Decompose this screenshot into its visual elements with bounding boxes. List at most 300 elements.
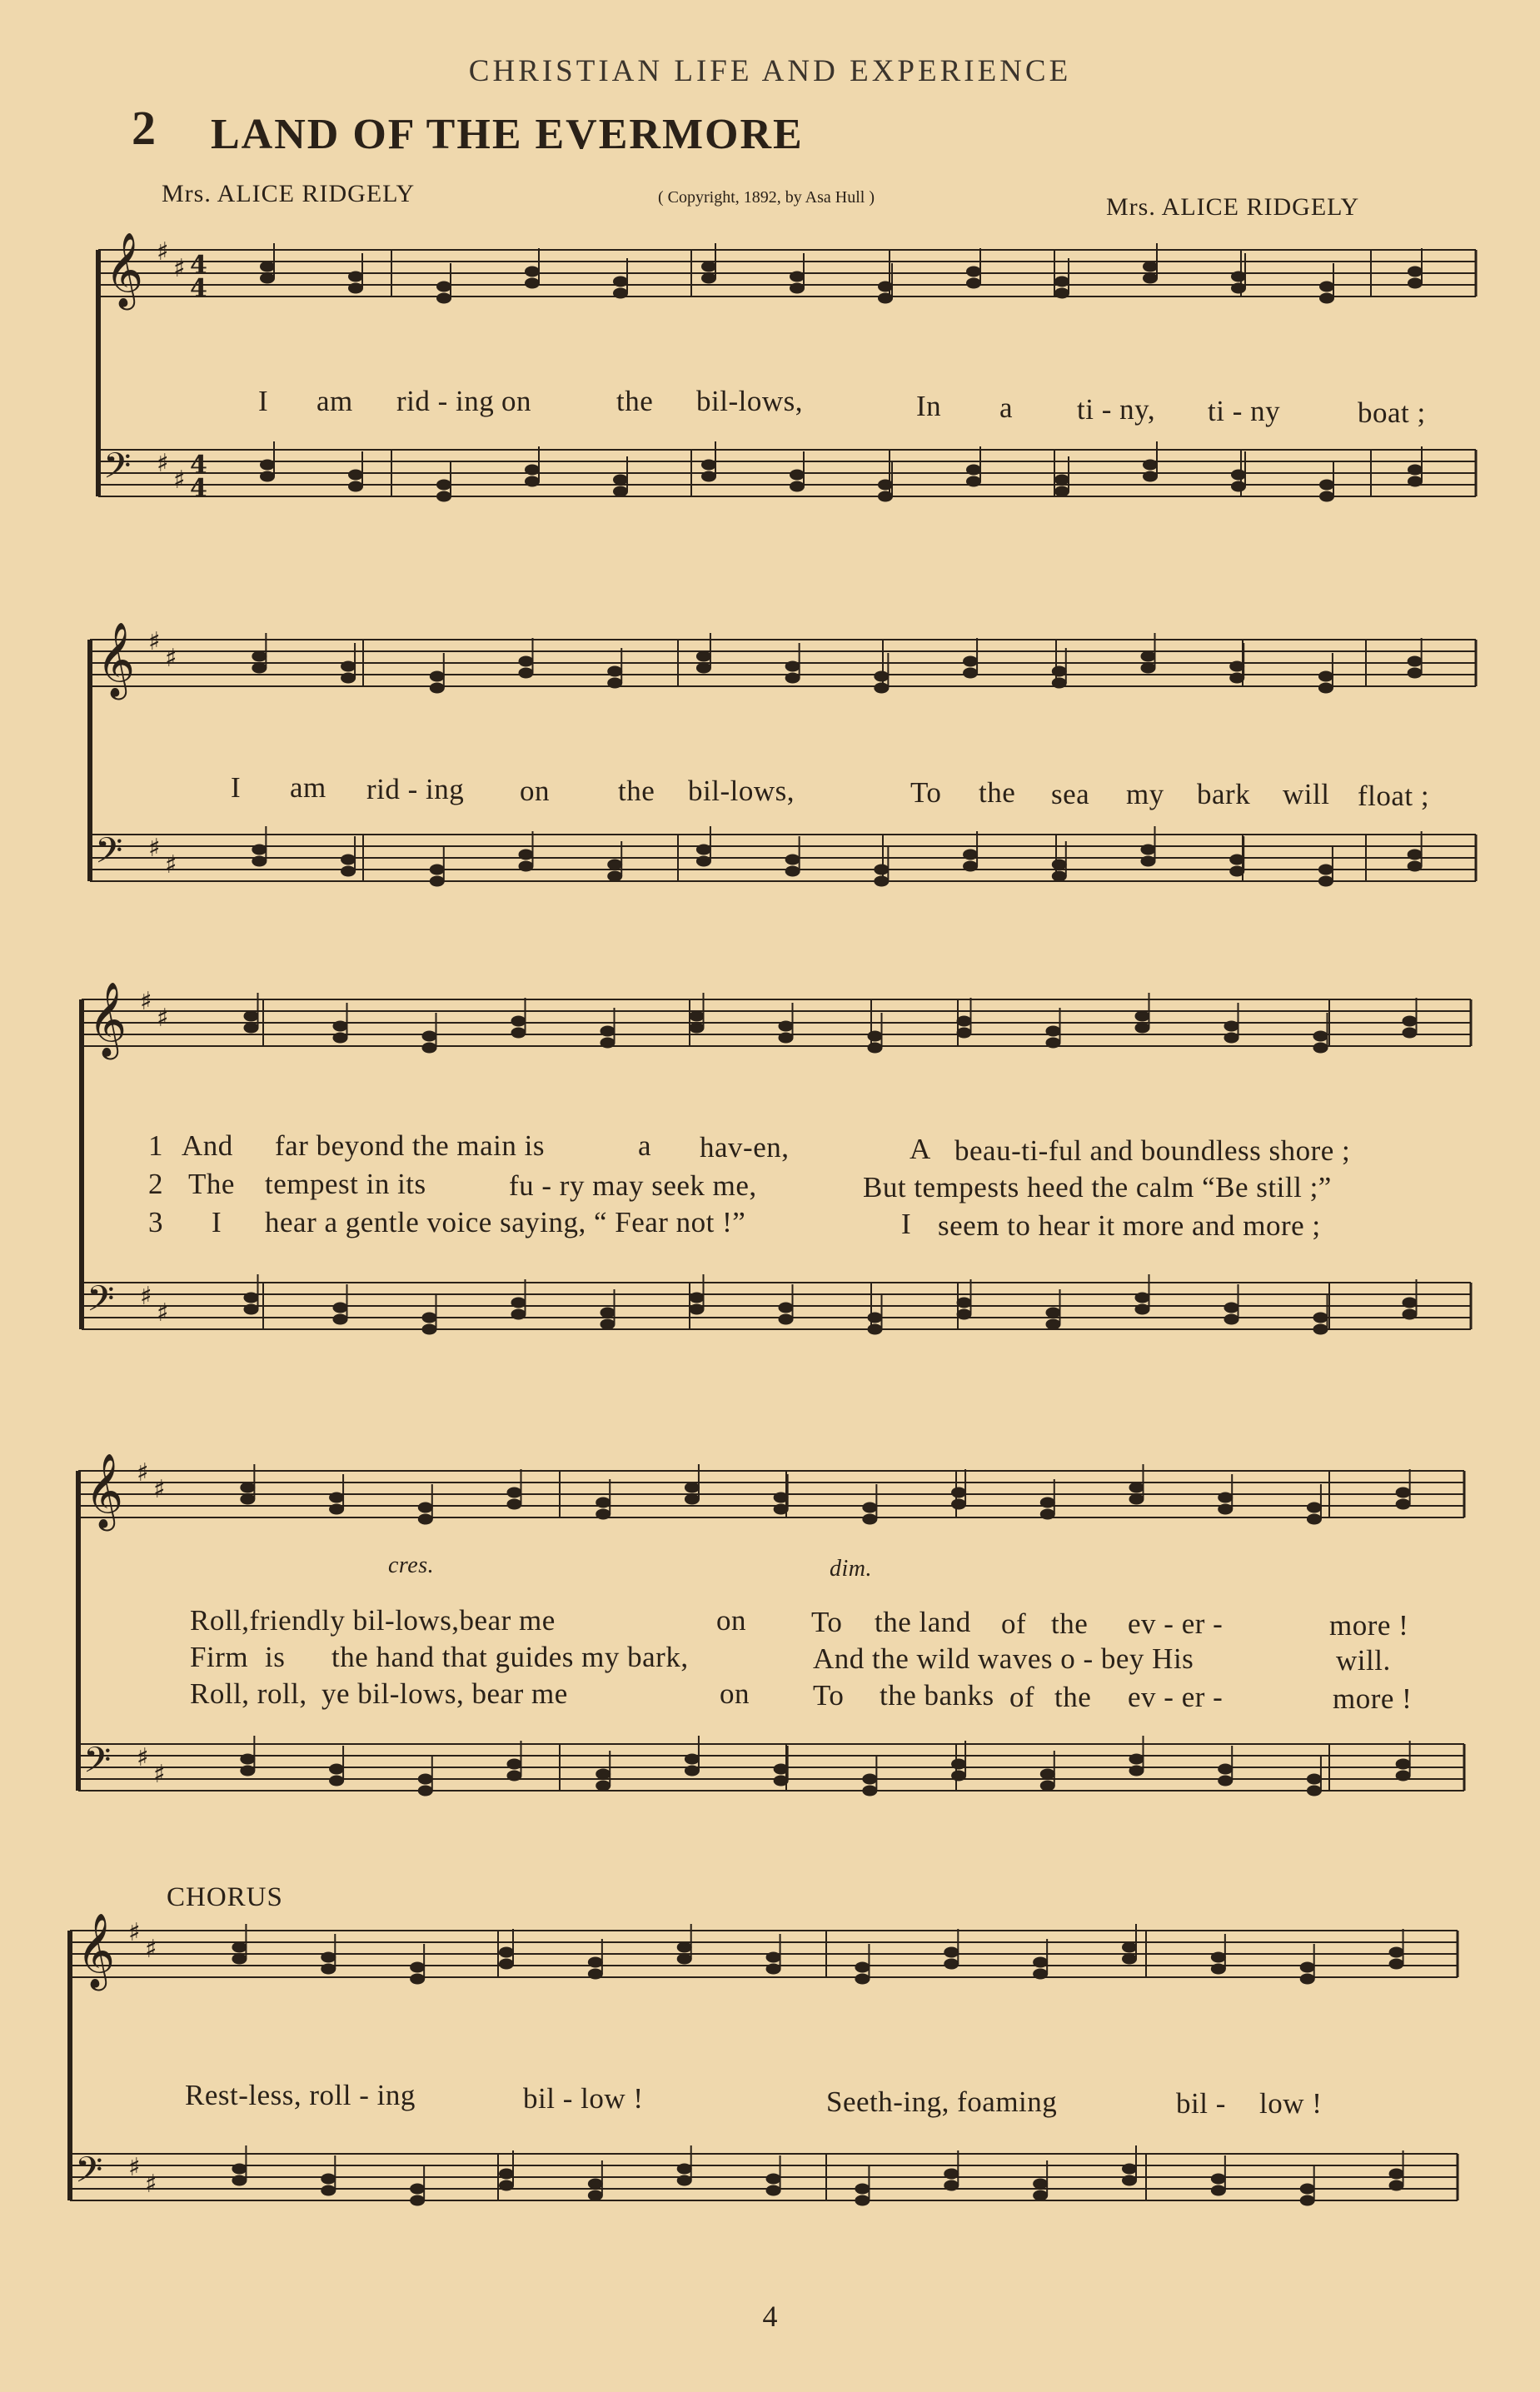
- lyric-syllable: A: [910, 1133, 931, 1165]
- note-head: [1408, 278, 1423, 289]
- lyric-syllable: rid - ing: [366, 773, 465, 805]
- note-head: [422, 1313, 437, 1323]
- note-head: [321, 1952, 336, 1963]
- note-head: [874, 865, 889, 875]
- note-head: [855, 1974, 870, 1985]
- lyric-syllable: of: [1001, 1607, 1027, 1640]
- note-head: [790, 283, 805, 294]
- note-head: [1318, 671, 1333, 682]
- note-head: [766, 2174, 781, 2185]
- lyric-syllable: boat ;: [1358, 396, 1426, 429]
- note-head: [701, 460, 716, 471]
- note-head: [878, 293, 893, 304]
- key-sharp-icon: ♯: [157, 237, 169, 267]
- note-head: [1318, 683, 1333, 694]
- note-head: [1229, 866, 1244, 877]
- lyric-syllable: my: [1126, 778, 1164, 810]
- note-head: [422, 1324, 437, 1335]
- note-head: [418, 1774, 433, 1785]
- note-head: [785, 661, 800, 672]
- note-head: [1307, 1774, 1322, 1785]
- note-head: [677, 1942, 692, 1953]
- key-sharp-icon: ♯: [145, 1935, 157, 1964]
- note-head: [607, 678, 622, 689]
- note-head: [1231, 470, 1246, 481]
- note-head: [696, 845, 711, 855]
- note-head: [1218, 1764, 1233, 1775]
- lyric-syllable: low !: [1259, 2087, 1323, 2120]
- note-head: [507, 1759, 522, 1770]
- note-head: [436, 293, 451, 304]
- note-head: [499, 2169, 514, 2180]
- note-head: [1040, 1769, 1055, 1780]
- note-head: [1231, 481, 1246, 492]
- lyric-syllable: ye bil-lows, bear me: [321, 1677, 568, 1710]
- note-head: [436, 282, 451, 292]
- lyric-syllable: To: [811, 1606, 843, 1638]
- lyric-syllable: bil - low !: [523, 2082, 644, 2115]
- lyric-syllable: will: [1283, 778, 1330, 810]
- note-head: [418, 1786, 433, 1796]
- note-head: [774, 1764, 789, 1775]
- lyric-syllable: To: [813, 1679, 845, 1712]
- note-head: [944, 2169, 959, 2180]
- note-head: [613, 277, 628, 287]
- note-head: [1224, 1033, 1239, 1044]
- note-head: [607, 666, 622, 677]
- note-head: [685, 1483, 700, 1493]
- note-head: [341, 866, 356, 877]
- note-head: [1135, 1011, 1150, 1022]
- lyric-syllable: rid - ing: [396, 385, 495, 417]
- note-head: [944, 2180, 959, 2191]
- note-head: [951, 1488, 966, 1498]
- note-head: [418, 1514, 433, 1525]
- note-head: [790, 470, 805, 481]
- note-head: [1135, 1023, 1150, 1034]
- note-head: [868, 1324, 883, 1335]
- note-head: [1229, 855, 1244, 865]
- lyric-syllable: far beyond the main is: [275, 1129, 545, 1162]
- note-head: [1143, 262, 1158, 272]
- note-head: [1040, 1509, 1055, 1520]
- key-sharp-icon: ♯: [148, 627, 161, 656]
- note-head: [1211, 1964, 1226, 1975]
- note-head: [878, 282, 893, 292]
- note-head: [690, 1011, 705, 1022]
- key-sharp-icon: ♯: [145, 2170, 157, 2199]
- note-head: [511, 1298, 526, 1308]
- note-head: [1396, 1771, 1411, 1782]
- lyric-syllable: am: [290, 771, 326, 804]
- lyric-syllable: ti - ny: [1208, 395, 1281, 427]
- note-head: [1408, 656, 1423, 667]
- note-head: [333, 1033, 348, 1044]
- note-head: [588, 2179, 603, 2190]
- note-head: [507, 1488, 522, 1498]
- lyric-syllable: on: [520, 775, 550, 807]
- hymn-title: LAND OF THE EVERMORE: [211, 111, 804, 158]
- note-head: [613, 475, 628, 486]
- note-head: [1033, 2190, 1048, 2201]
- lyric-syllable: Firm: [190, 1641, 249, 1673]
- note-head: [418, 1502, 433, 1513]
- note-head: [436, 491, 451, 502]
- note-head: [341, 661, 356, 672]
- time-signature-numerator: 4: [190, 251, 207, 280]
- note-head: [1229, 661, 1244, 672]
- note-head: [774, 1776, 789, 1787]
- key-sharp-icon: ♯: [137, 1458, 149, 1488]
- note-head: [1211, 1952, 1226, 1963]
- bass-clef-icon: 𝄢: [87, 1278, 115, 1328]
- note-head: [1122, 1954, 1137, 1965]
- note-head: [963, 850, 978, 860]
- note-head: [790, 272, 805, 282]
- note-head: [596, 1781, 611, 1792]
- key-sharp-icon: ♯: [140, 1282, 152, 1311]
- note-head: [1033, 2179, 1048, 2190]
- note-head: [690, 1304, 705, 1315]
- note-head: [1143, 273, 1158, 284]
- key-sharp-icon: ♯: [157, 449, 169, 478]
- lyric-syllable: I: [231, 771, 242, 804]
- note-head: [507, 1499, 522, 1510]
- note-head: [252, 856, 267, 867]
- note-head: [1211, 2185, 1226, 2196]
- note-head: [957, 1028, 972, 1039]
- note-head: [677, 2164, 692, 2175]
- note-head: [1218, 1493, 1233, 1503]
- note-head: [1122, 2175, 1137, 2186]
- note-head: [766, 1952, 781, 1963]
- note-head: [1403, 1028, 1418, 1039]
- lyric-syllable: bark: [1197, 778, 1251, 810]
- lyric-syllable: the land: [875, 1606, 971, 1638]
- lyric-syllable: a: [638, 1129, 652, 1162]
- note-head: [774, 1493, 789, 1503]
- key-sharp-icon: ♯: [165, 850, 177, 880]
- note-head: [1122, 1942, 1137, 1953]
- key-sharp-icon: ♯: [153, 1475, 166, 1504]
- note-head: [1307, 1502, 1322, 1513]
- note-head: [1046, 1038, 1061, 1049]
- note-head: [1319, 282, 1334, 292]
- note-head: [588, 1969, 603, 1980]
- lyric-syllable: sea: [1051, 778, 1090, 810]
- note-head: [525, 267, 540, 277]
- note-head: [410, 2195, 425, 2206]
- note-head: [430, 671, 445, 682]
- note-head: [963, 861, 978, 872]
- lyric-syllable: ti - ny,: [1077, 393, 1156, 426]
- note-head: [862, 1514, 877, 1525]
- note-head: [1054, 475, 1069, 486]
- lyric-syllable: will.: [1336, 1644, 1391, 1677]
- lyric-syllable: the banks: [880, 1679, 994, 1712]
- note-head: [944, 1959, 959, 1970]
- lyric-syllable: beau-ti-ful and boundless shore ;: [954, 1134, 1351, 1167]
- note-head: [1408, 668, 1423, 679]
- lyric-syllable: hear a gentle voice saying, “ Fear not !”: [265, 1206, 746, 1238]
- lyric-syllable: hav-en,: [700, 1131, 790, 1164]
- note-head: [685, 1494, 700, 1505]
- verse-number: 1: [148, 1129, 163, 1162]
- note-head: [333, 1314, 348, 1325]
- note-head: [1403, 1298, 1418, 1308]
- note-head: [1054, 288, 1069, 299]
- lyric-syllable: float ;: [1358, 780, 1430, 812]
- note-head: [410, 1974, 425, 1985]
- note-head: [341, 855, 356, 865]
- note-head: [1300, 2184, 1315, 2195]
- note-head: [1389, 2180, 1404, 2191]
- note-head: [690, 1023, 705, 1034]
- note-head: [1129, 1494, 1144, 1505]
- note-head: [779, 1021, 794, 1032]
- note-head: [588, 2190, 603, 2201]
- note-head: [1040, 1497, 1055, 1508]
- note-head: [874, 671, 889, 682]
- key-sharp-icon: ♯: [157, 1004, 169, 1033]
- lyric-syllable: of: [1009, 1681, 1035, 1713]
- note-head: [1224, 1303, 1239, 1313]
- note-head: [1403, 1016, 1418, 1027]
- note-head: [1408, 861, 1423, 872]
- time-signature-numerator: 4: [190, 451, 207, 480]
- note-head: [785, 855, 800, 865]
- note-head: [348, 481, 363, 492]
- note-head: [1141, 856, 1156, 867]
- note-head: [1052, 871, 1067, 882]
- page-number: 4: [762, 2300, 778, 2333]
- note-head: [260, 273, 275, 284]
- note-head: [607, 860, 622, 870]
- note-head: [862, 1774, 877, 1785]
- note-head: [862, 1786, 877, 1796]
- note-head: [1224, 1314, 1239, 1325]
- lyric-syllable: tempest in its: [265, 1168, 426, 1200]
- lyric-syllable: I: [901, 1208, 912, 1240]
- note-head: [701, 471, 716, 482]
- note-head: [1300, 1974, 1315, 1985]
- key-sharp-icon: ♯: [153, 1760, 166, 1789]
- note-head: [1135, 1304, 1150, 1315]
- note-head: [596, 1769, 611, 1780]
- treble-clef-icon: 𝄞: [88, 982, 127, 1057]
- dynamic-crescendo: cres.: [388, 1552, 435, 1578]
- note-head: [410, 1962, 425, 1973]
- note-head: [1122, 2164, 1137, 2175]
- note-head: [1046, 1026, 1061, 1037]
- note-head: [601, 1026, 616, 1037]
- verse-number: 3: [148, 1206, 163, 1238]
- note-head: [878, 480, 893, 491]
- note-head: [244, 1011, 259, 1022]
- note-head: [963, 656, 978, 667]
- note-head: [232, 1954, 247, 1965]
- lyric-syllable: ev - er -: [1128, 1607, 1224, 1640]
- lyric-syllable: on: [716, 1604, 746, 1637]
- lyric-syllable: a: [999, 391, 1014, 424]
- note-head: [1033, 1969, 1048, 1980]
- note-head: [685, 1754, 700, 1765]
- note-head: [785, 866, 800, 877]
- lyric-syllable: more !: [1333, 1682, 1413, 1715]
- key-sharp-icon: ♯: [128, 2153, 141, 2182]
- note-head: [507, 1771, 522, 1782]
- note-head: [1141, 651, 1156, 662]
- note-head: [677, 2175, 692, 2186]
- note-head: [252, 663, 267, 674]
- note-head: [701, 262, 716, 272]
- note-head: [1218, 1504, 1233, 1515]
- note-head: [601, 1319, 616, 1330]
- note-head: [779, 1314, 794, 1325]
- note-head: [525, 278, 540, 289]
- note-head: [613, 486, 628, 497]
- note-head: [596, 1497, 611, 1508]
- lyric-syllable: Roll,friendly bil-lows,bear me: [190, 1604, 556, 1637]
- note-head: [1313, 1324, 1328, 1335]
- note-head: [1313, 1313, 1328, 1323]
- note-head: [511, 1309, 526, 1320]
- note-head: [855, 1962, 870, 1973]
- note-head: [868, 1031, 883, 1042]
- note-head: [240, 1766, 255, 1777]
- note-head: [1231, 283, 1246, 294]
- note-head: [779, 1303, 794, 1313]
- note-head: [333, 1303, 348, 1313]
- note-head: [260, 262, 275, 272]
- verse-number: 2: [148, 1168, 163, 1200]
- composer-credit: Mrs. ALICE RIDGELY: [1106, 193, 1360, 221]
- note-head: [1319, 480, 1334, 491]
- treble-clef-icon: 𝄞: [105, 232, 144, 307]
- lyric-syllable: the: [1054, 1681, 1092, 1713]
- note-head: [1319, 293, 1334, 304]
- note-head: [519, 861, 534, 872]
- note-head: [260, 460, 275, 471]
- note-head: [232, 2164, 247, 2175]
- note-head: [878, 491, 893, 502]
- lyric-syllable: the: [618, 775, 655, 807]
- note-head: [966, 465, 981, 476]
- note-head: [957, 1298, 972, 1308]
- note-head: [1141, 663, 1156, 674]
- note-head: [1389, 1947, 1404, 1958]
- lyric-syllable: the hand that guides my bark,: [331, 1641, 689, 1673]
- treble-clef-icon: 𝄞: [97, 622, 136, 697]
- note-head: [1218, 1776, 1233, 1787]
- note-head: [430, 865, 445, 875]
- note-head: [1229, 673, 1244, 684]
- key-sharp-icon: ♯: [173, 254, 186, 283]
- note-head: [596, 1509, 611, 1520]
- lyric-syllable: is: [265, 1641, 286, 1673]
- note-head: [957, 1016, 972, 1027]
- note-head: [1403, 1309, 1418, 1320]
- note-head: [240, 1494, 255, 1505]
- note-head: [1307, 1786, 1322, 1796]
- bass-clef-icon: 𝄢: [75, 2150, 103, 2200]
- chorus-label: CHORUS: [167, 1882, 283, 1912]
- note-head: [1046, 1319, 1061, 1330]
- note-head: [430, 683, 445, 694]
- key-sharp-icon: ♯: [140, 987, 152, 1016]
- note-head: [252, 651, 267, 662]
- note-head: [951, 1759, 966, 1770]
- note-head: [1408, 267, 1423, 277]
- note-head: [1408, 850, 1423, 860]
- note-head: [321, 1964, 336, 1975]
- note-head: [966, 278, 981, 289]
- lyric-syllable: To: [910, 776, 942, 809]
- note-head: [696, 663, 711, 674]
- note-head: [329, 1493, 344, 1503]
- note-head: [1300, 2195, 1315, 2206]
- note-head: [348, 283, 363, 294]
- lyric-syllable: fu - ry may seek me,: [509, 1169, 757, 1202]
- note-head: [1408, 476, 1423, 487]
- lyric-syllable: But tempests heed the calm “Be still ;”: [863, 1171, 1332, 1203]
- lyric-syllable: bil-lows,: [696, 385, 803, 417]
- lyric-syllable: I: [212, 1206, 222, 1238]
- note-head: [244, 1304, 259, 1315]
- hymn-number: 2: [132, 101, 156, 155]
- note-head: [1389, 2169, 1404, 2180]
- note-head: [966, 476, 981, 487]
- note-head: [329, 1764, 344, 1775]
- lyric-syllable: Rest-less, roll - ing: [185, 2079, 416, 2111]
- key-sharp-icon: ♯: [165, 644, 177, 673]
- note-head: [519, 656, 534, 667]
- note-head: [240, 1754, 255, 1765]
- bass-clef-icon: 𝄢: [83, 1740, 112, 1790]
- lyric-syllable: on: [501, 385, 531, 417]
- note-head: [766, 2185, 781, 2196]
- note-head: [944, 1947, 959, 1958]
- lyric-syllable: And the wild waves o - bey His: [813, 1642, 1194, 1675]
- note-head: [329, 1504, 344, 1515]
- note-head: [348, 470, 363, 481]
- note-head: [1054, 486, 1069, 497]
- note-head: [1396, 1759, 1411, 1770]
- note-head: [240, 1483, 255, 1493]
- note-head: [1052, 860, 1067, 870]
- lyric-syllable: seem to hear it more and more ;: [938, 1209, 1321, 1242]
- note-head: [685, 1766, 700, 1777]
- lyric-syllable: bil -: [1176, 2087, 1226, 2120]
- lyricist-credit: Mrs. ALICE RIDGELY: [162, 180, 416, 207]
- lyric-syllable: on: [720, 1677, 750, 1710]
- note-head: [1319, 491, 1334, 502]
- note-head: [868, 1313, 883, 1323]
- note-head: [252, 845, 267, 855]
- note-head: [1231, 272, 1246, 282]
- note-head: [410, 2184, 425, 2195]
- key-sharp-icon: ♯: [148, 834, 161, 863]
- note-head: [1129, 1483, 1144, 1493]
- bass-clef-icon: 𝄢: [95, 830, 123, 880]
- note-head: [341, 673, 356, 684]
- note-head: [855, 2184, 870, 2195]
- note-head: [1313, 1031, 1328, 1042]
- note-head: [321, 2174, 336, 2185]
- lyric-syllable: more !: [1329, 1609, 1409, 1642]
- key-sharp-icon: ♯: [157, 1298, 169, 1328]
- lyric-syllable: ev - er -: [1128, 1681, 1224, 1713]
